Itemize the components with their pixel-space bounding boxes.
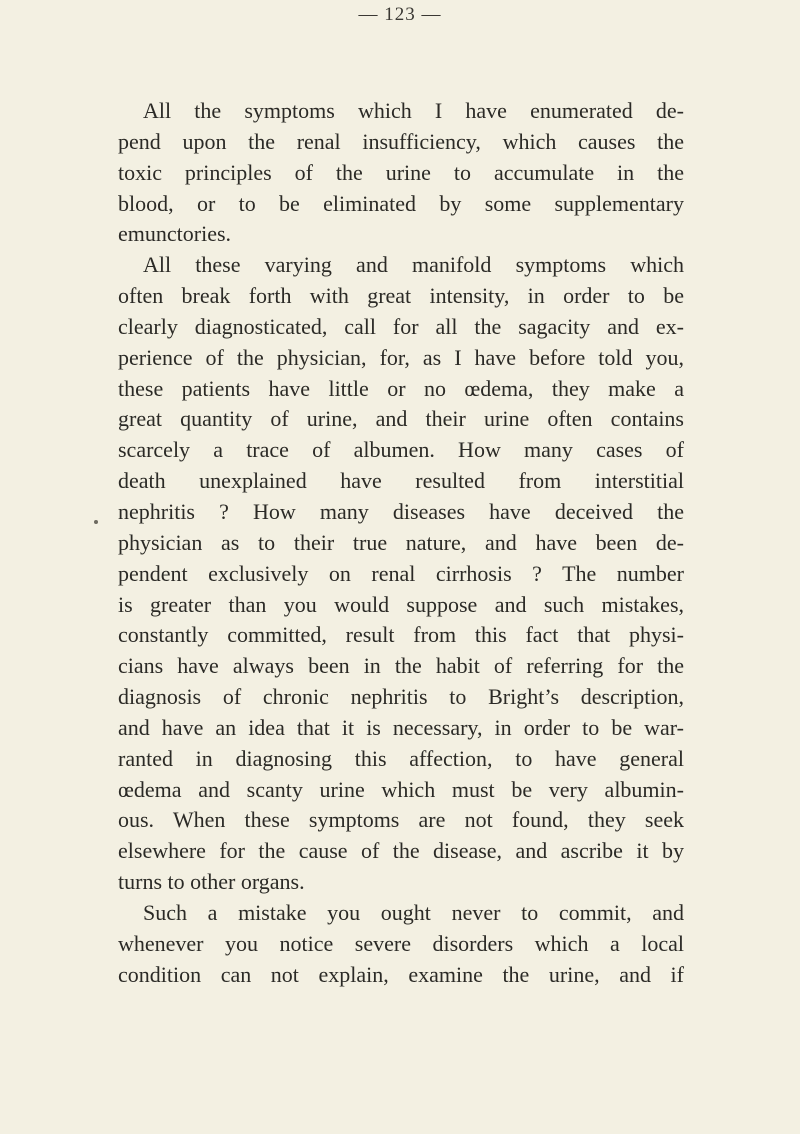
text-line: All these varying and manifold symptoms which	[143, 252, 684, 278]
text-line: ous. When these symptoms are not found, they seek	[118, 807, 684, 833]
text-line: whenever you notice severe disorders which a local	[118, 930, 684, 956]
text-line: elsewhere for the cause of the disease, and ascribe it by	[118, 838, 684, 864]
text-line: condition can not explain, examine the urine, and if	[118, 961, 684, 987]
text-line: œdema and scanty urine which must be very albumin-	[118, 776, 684, 802]
text-line: and have an idea that it is necessary, in order to be war-	[118, 714, 684, 740]
paragraph-1	[118, 96, 684, 250]
text-line: ranted in diagnosing this affection, to have general	[118, 745, 684, 771]
text-line: Such a mistake you ought never to commit, and	[143, 899, 684, 925]
text-line: blood, or to be eliminated by some supplementary	[118, 190, 684, 216]
text-line: emunctories.	[118, 221, 232, 247]
text-line: clearly diagnosticated, call for all the sagacity and ex-	[118, 313, 684, 339]
text-line: perience of the physician, for, as I have before told you,	[118, 344, 684, 370]
paper-speck	[94, 520, 98, 524]
paragraph-3	[118, 898, 684, 991]
text-line: cians have always been in the habit of referring for the	[118, 653, 684, 679]
paragraph-2	[118, 250, 684, 898]
body-text	[118, 96, 684, 990]
page-number: — 123 —	[358, 4, 442, 25]
text-line: death unexplained have resulted from interstitial	[118, 468, 684, 494]
text-line: often break forth with great intensity, in order to be	[118, 283, 684, 309]
text-line: constantly committed, result from this fact that physi-	[118, 622, 684, 648]
text-line: nephritis ? How many diseases have deceived the	[118, 498, 684, 524]
text-line: All the symptoms which I have enumerated de-	[143, 98, 684, 123]
text-line: great quantity of urine, and their urine often contains	[118, 406, 684, 432]
text-line: scarcely a trace of albumen. How many cases of	[118, 437, 684, 463]
text-line: turns to other organs.	[118, 869, 305, 895]
text-line: is greater than you would suppose and such mistakes,	[118, 591, 684, 617]
text-line: physician as to their true nature, and have been de-	[118, 529, 684, 555]
text-line: pend upon the renal insufficiency, which causes the	[118, 128, 684, 154]
text-line: pendent exclusively on renal cirrhosis ? The number	[118, 560, 684, 586]
text-line: toxic principles of the urine to accumulate in the	[118, 159, 684, 185]
text-line: diagnosis of chronic nephritis to Bright’s description,	[118, 684, 684, 710]
text-line: these patients have little or no œdema, they make a	[118, 375, 684, 401]
